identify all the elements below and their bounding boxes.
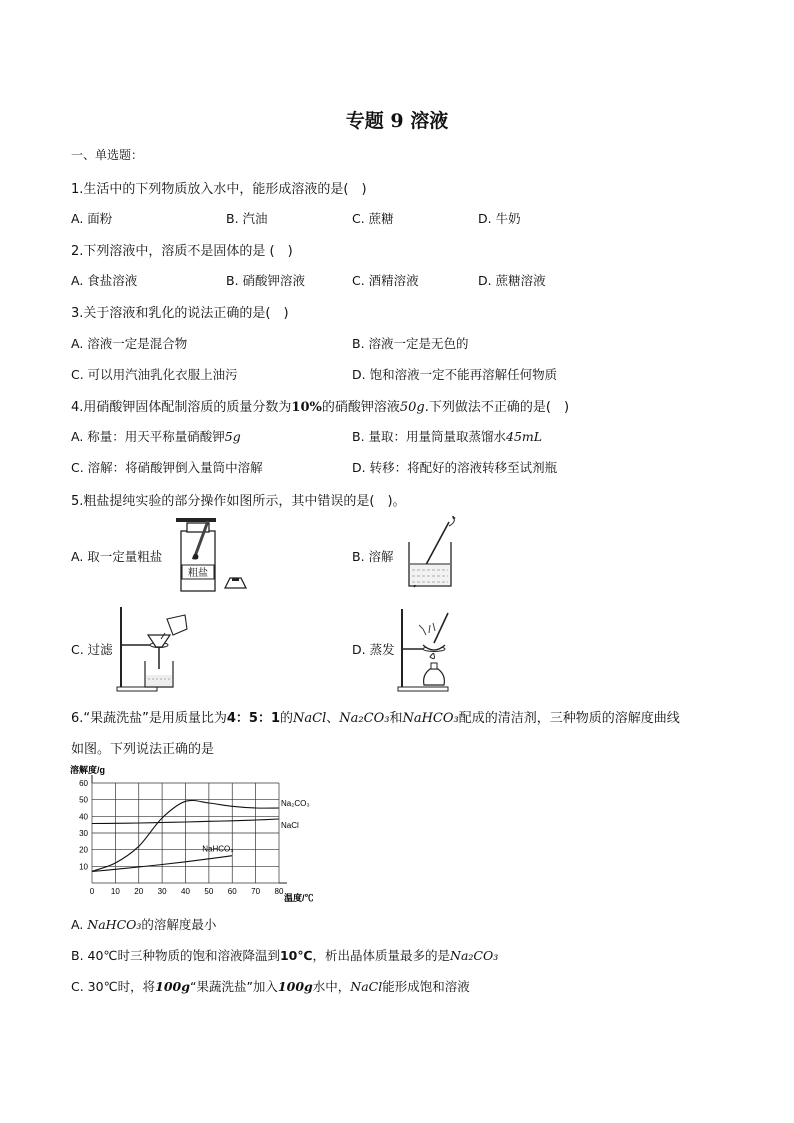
q4-stem-part: .下列做法不正确的是( ) [424,400,570,415]
q3-option-c[interactable]: C. 可以用汽油乳化衣服上油污 [71,367,238,382]
q6-na2co3: Na₂CO₃ [339,711,390,726]
y-tick-label: 40 [79,812,88,822]
q4-option-d[interactable]: D. 转移：将配好的溶液转移至试剂瓶 [352,460,558,475]
q6-option-a[interactable] [71,915,216,933]
q2-option-b[interactable]: B. 硝酸钾溶液 [226,273,306,288]
evaporation-setup-illustration [396,605,466,693]
x-tick-label: 50 [204,887,214,896]
x-tick-label: 60 [227,887,237,896]
q6-and: 和 [389,711,403,726]
solubility-curve-chart [62,762,352,910]
series-label-nacl: NaCl [281,821,299,830]
q1-option-c[interactable]: C. 蔗糖 [352,211,394,226]
q6-stem-part: 6.“果蔬洗盐”是用质量比为 [71,711,227,726]
q6-option-c-mass: 100g [155,979,190,994]
series-label-na2co3: Na₂CO₃ [281,799,310,808]
question-2-stem: 2.下列溶液中，溶质不是固体的是 ( ) [71,244,293,259]
q6-option-b-text: B. 40℃时三种物质的饱和溶液降温到 [71,948,280,963]
x-tick-label: 70 [251,887,261,896]
q6-option-b-math: Na₂CO₃ [450,948,499,963]
q1-option-b[interactable]: B. 汽油 [226,211,268,226]
q6-option-b-text: ，析出晶体质量最多的是 [312,948,451,963]
dissolving-beaker-illustration [404,516,466,590]
question-5-stem: 5.粗盐提纯实验的部分操作如图所示，其中错误的是( )。 [71,494,406,509]
q3-option-b[interactable]: B. 溶液一定是无色的 [352,336,469,351]
x-tick-label: 20 [134,887,144,896]
question-1-stem: 1.生活中的下列物质放入水中，能形成溶液的是( ) [71,182,367,197]
q6-ratio: 4：5：1 [226,711,281,726]
question-6-stem-line2: 如图。下列说法正确的是 [71,742,215,757]
series-label-nahco3: NaHCO₃ [202,844,234,854]
q4-option-b[interactable] [352,427,542,445]
question-6-stem [71,707,680,726]
section-heading: 一、单选题： [71,148,144,162]
page-title: 专题 9 溶液 [345,110,449,132]
q6-option-a-prefix: A. [71,917,88,932]
q6-separator: 、 [326,711,340,726]
x-tick-label: 0 [89,887,95,896]
q6-nacl: NaCl [293,711,327,726]
q4-option-c[interactable]: C. 溶解：将硝酸钾倒入量筒中溶解 [71,460,263,475]
y-tick-label: 20 [79,845,88,855]
q2-option-d[interactable]: D. 蔗糖溶液 [478,273,546,288]
x-tick-label: 10 [110,887,120,896]
q3-option-d[interactable]: D. 饱和溶液一定不能再溶解任何物质 [352,367,558,382]
y-tick-label: 30 [79,829,88,838]
q4-option-a-value: 5g [224,429,241,444]
q6-option-b[interactable] [71,946,498,964]
q4-option-a-text: A. 称量：用天平称量硝酸钾 [71,429,225,444]
q4-option-a[interactable] [71,427,241,445]
q6-stem-part: 的 [280,711,294,726]
q4-mass: 50g [399,400,425,415]
q5-option-a[interactable]: A. 取一定量粗盐 [71,549,163,564]
q1-option-d[interactable]: D. 牛奶 [478,211,521,226]
q3-option-a[interactable]: A. 溶液一定是混合物 [71,336,188,351]
y-tick-label: 50 [79,795,88,805]
q4-option-b-text: B. 量取：用量筒量取蒸馏水 [352,429,507,444]
q6-option-c-text: “果蔬洗盐”加入 [189,979,278,994]
q4-percent: 10% [291,400,322,415]
q6-option-a-math: NaHCO₃ [87,917,142,932]
q4-option-b-value: 45mL [506,429,543,444]
q4-stem-part: 4.用硝酸钾固体配制溶质的质量分数为 [71,400,292,415]
q6-option-c-text: C. 30℃时，将 [71,979,156,994]
x-tick-label: 30 [157,887,167,896]
q6-option-c-math: NaCl [350,979,383,994]
q5-option-c[interactable]: C. 过滤 [71,642,113,657]
q6-option-c-text: 水中， [312,979,351,994]
q4-stem-part: 的硝酸钾溶液 [321,400,400,415]
q2-option-a[interactable]: A. 食盐溶液 [71,273,138,288]
question-3-stem: 3.关于溶液和乳化的说法正确的是( ) [71,306,289,321]
question-4-stem [71,396,569,415]
q6-option-a-text: 的溶解度最小 [141,917,217,932]
q6-option-c[interactable] [71,977,470,995]
chart-xlabel: 温度/℃ [284,893,314,903]
q5-option-d[interactable]: D. 蒸发 [352,642,395,657]
q6-option-c-mass: 100g [277,979,313,994]
y-tick-label: 10 [79,862,88,872]
coarse-salt-bottle-illustration [172,515,277,595]
bottle-label: 粗盐 [188,568,208,579]
q6-nahco3: NaHCO₃ [402,711,459,726]
q1-option-a[interactable]: A. 面粉 [71,211,113,226]
y-tick-label: 60 [79,779,88,788]
x-tick-label: 80 [274,887,284,896]
q6-option-b-temp: 10℃ [279,948,313,963]
q6-stem-part: 配成的清洁剂，三种物质的溶解度曲线 [458,711,680,726]
chart-ylabel: 溶解度/g [70,765,105,775]
q5-option-b[interactable]: B. 溶解 [352,549,394,564]
filtration-setup-illustration [115,603,195,693]
q2-option-c[interactable]: C. 酒精溶液 [352,273,419,288]
x-tick-label: 40 [181,887,190,896]
q6-option-c-text: 能形成饱和溶液 [382,979,470,994]
